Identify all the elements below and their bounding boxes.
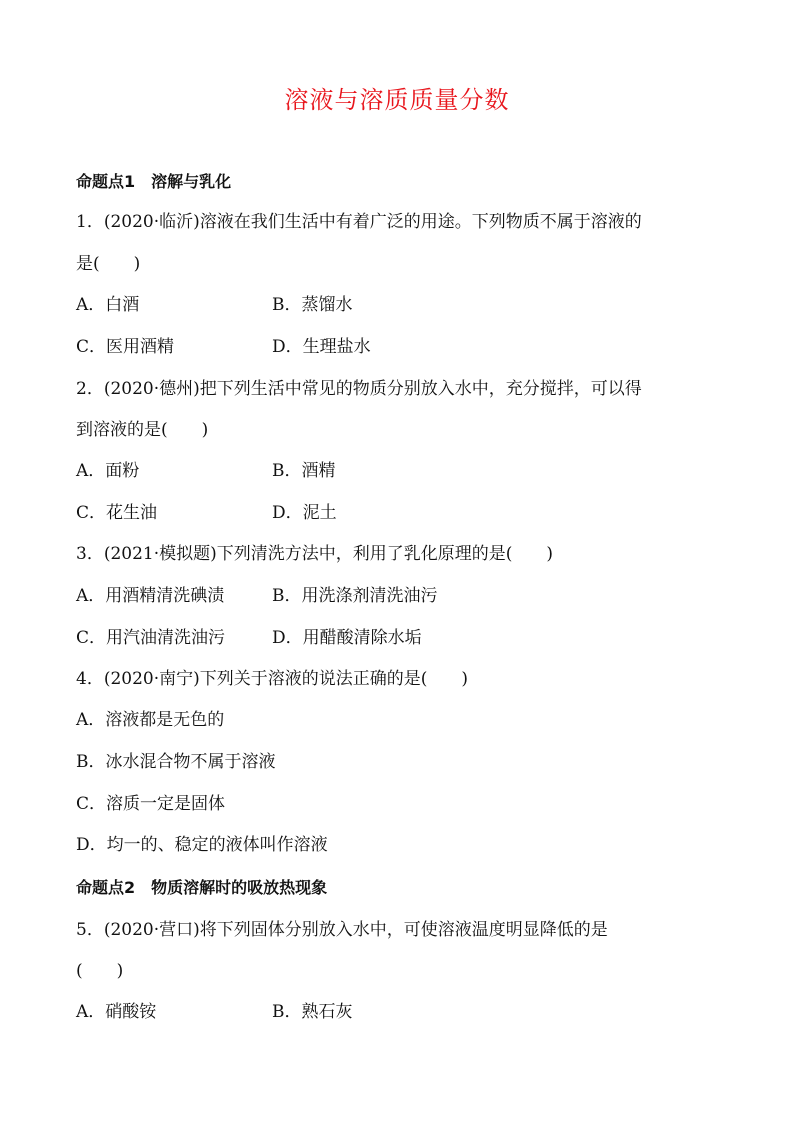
question-1-option-d: D．生理盐水 [272, 337, 371, 357]
question-3-option-c: C．用汽油清洗油污 [76, 628, 226, 648]
page-title: 溶液与溶质质量分数 [284, 86, 510, 114]
question-3-option-d: D．用醋酸清除水垢 [272, 628, 422, 648]
question-5-option-a: A．硝酸铵 [76, 1002, 157, 1022]
question-3-option-a: A．用酒精清洗碘渍 [76, 586, 225, 606]
question-4-option-c: C．溶质一定是固体 [76, 794, 226, 814]
question-1-stem: 1．(2020·临沂)溶液在我们生活中有着广泛的用途。下列物质不属于溶液的 [76, 212, 642, 232]
question-5-option-b: B．熟石灰 [272, 1002, 353, 1022]
question-1-option-b: B．蒸馏水 [272, 295, 353, 315]
question-3-stem: 3．(2021·模拟题)下列清洗方法中，利用了乳化原理的是( ) [76, 544, 554, 564]
question-4-option-b: B．冰水混合物不属于溶液 [76, 752, 276, 772]
question-5-stem: 5．(2020·营口)将下列固体分别放入水中，可使溶液温度明显降低的是 [76, 920, 608, 940]
question-2-option-d: D．泥土 [272, 503, 337, 523]
question-2-option-c: C．花生油 [76, 503, 158, 523]
question-1-option-c: C．医用酒精 [76, 337, 175, 357]
section-heading-2: 命题点2 物质溶解时的吸放热现象 [76, 878, 328, 897]
question-2-stem: 2．(2020·德州)把下列生活中常见的物质分别放入水中，充分搅拌，可以得 [76, 379, 642, 399]
question-4-option-d: D．均一的、稳定的液体叫作溶液 [76, 835, 328, 855]
question-1-option-a: A．白酒 [76, 295, 140, 315]
section-heading-1: 命题点1 溶解与乳化 [76, 172, 232, 191]
question-3-option-b: B．用洗涤剂清洗油污 [272, 586, 438, 606]
question-5-stem-cont: ( ) [76, 961, 124, 981]
question-4-option-a: A．溶液都是无色的 [76, 710, 225, 730]
question-2-option-a: A．面粉 [76, 461, 140, 481]
question-4-stem: 4．(2020·南宁)下列关于溶液的说法正确的是( ) [76, 669, 469, 689]
question-2-stem-cont: 到溶液的是( ) [76, 420, 209, 440]
question-2-option-b: B．酒精 [272, 461, 336, 481]
question-1-stem-cont: 是( ) [76, 254, 141, 274]
